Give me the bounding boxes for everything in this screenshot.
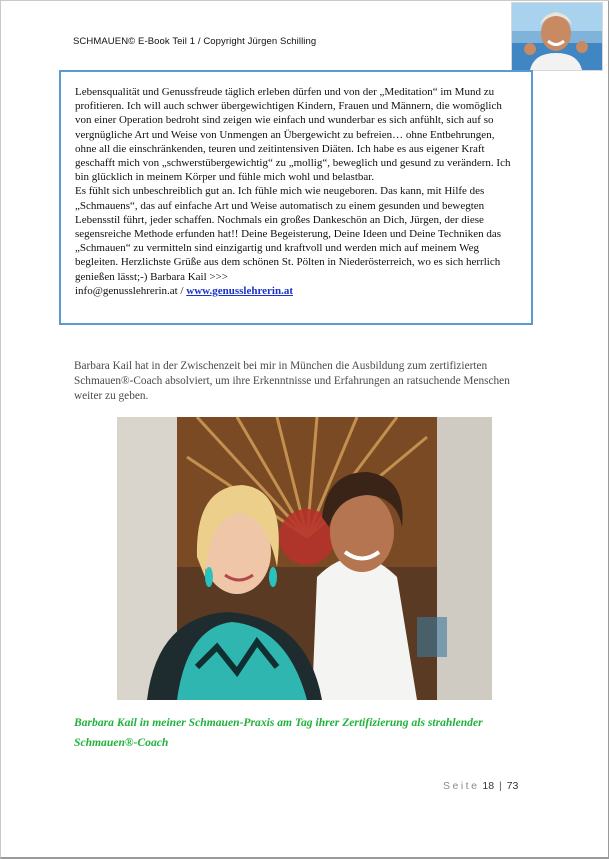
page-total: 73 — [506, 780, 519, 792]
author-portrait-photo — [511, 2, 603, 71]
intro-paragraph: Barbara Kail hat in der Zwischenzeit bei mir in München die Ausbildung zum zertifizierten Schmauen®-Coach absolviert, um ihre Erkenntnisse und Erfahrungen an ratsuchende Menschen weiter zu geben. — [74, 360, 510, 402]
testimonial-paragraph-1: Lebensqualität und Genussfreude täglich erleben dürfen und von der „Meditation“ im Mund zu profitieren. Ich will auch schwer übergewichtigen Kindern, Frauen und Männern, die womöglich von einer Operation bedroht sind zeigen wie einfach und wunderbar es sich anfühlt, sich auf so vergnügliche Art und Weise von Unmengen an Übergewicht zu befreien… ohne Entbehrungen, ohne all die einschränkenden, teuren und zeitintensiven Diäten. Ich habe es aus eigener Kraft geschafft mich von „schwerstübergewichtig“ zu „mollig“, beweglich und gesund zu verändern. Ich bin glücklich in meinem Körper und fühle mich wohl und belastbar. — [75, 86, 511, 184]
page-number — [443, 780, 518, 792]
testimonial-paragraph-2: Es fühlt sich unbeschreiblich gut an. Ich fühle mich wie neugeboren. Das kann, mit Hilfe des „Schmauens“, das auf einfache Art und Weise automatisch zu einem gesunden und bewegten Lebensstil führt, jeder schaffen. Nochmals ein großes Dankeschön an Dich, Jürgen, der diese segensreiche Methode erfunden hat!! Deine Begeisterung, Deine Ideen und Deine Techniken das „Schmauen“ zu vermitteln sind einzigartig und kraftvoll und werden mich auf meinem Weg begleiten. Herzlichste Grüße aus dem schönen St. Pölten in Niederösterreich, wo es sich herrlich genießen lässt;-) Barbara Kail >>> — [75, 185, 502, 283]
photo-caption: Barbara Kail in meiner Schmauen-Praxis am Tag ihrer Zertifizierung als strahlender Schmauen®-Coach — [74, 716, 483, 749]
page-header-title: SCHMAUEN© E-Book Teil 1 / Copyright Jürgen Schilling — [73, 36, 317, 47]
contact-email: info@genusslehrerin.at / — [75, 284, 187, 297]
page-separator: | — [498, 780, 502, 792]
testimonial-contact-line — [75, 284, 517, 298]
website-link[interactable]: www.genusslehrerin.at — [186, 284, 293, 297]
certification-photo — [117, 417, 492, 700]
page-word: Seite — [443, 780, 480, 792]
testimonial-quote-box — [59, 70, 533, 325]
page-current: 18 — [482, 780, 495, 792]
